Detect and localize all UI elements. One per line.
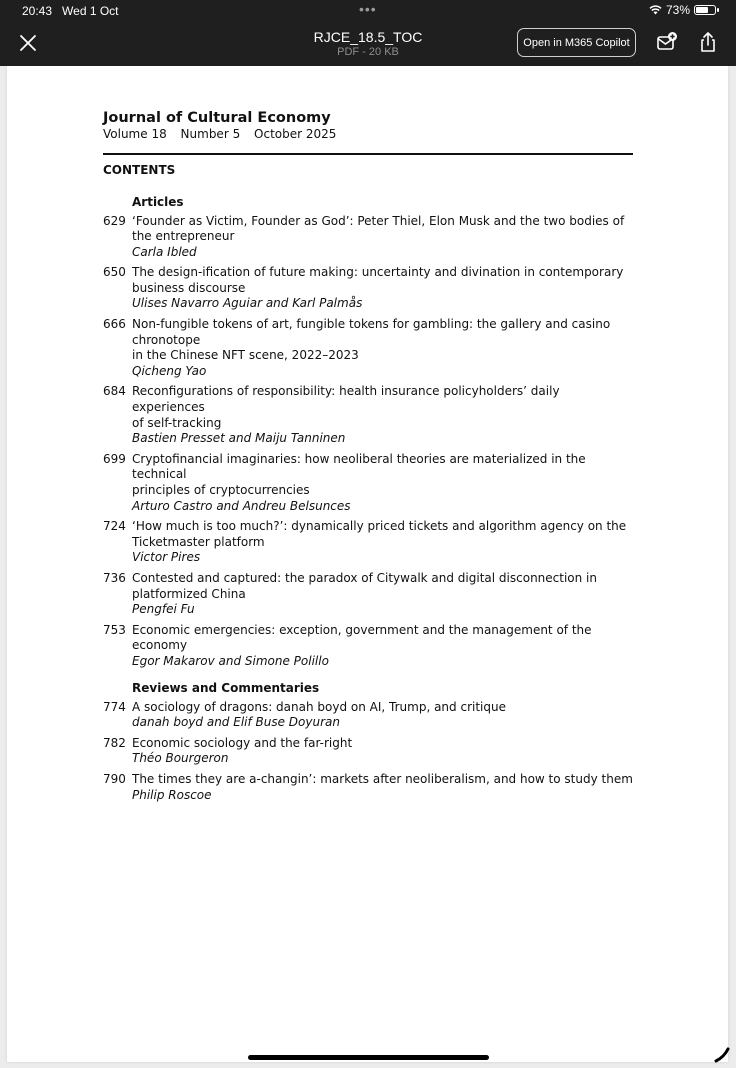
article-title-line: A sociology of dragons: danah boyd on AI, Trump, and critique [132,699,506,714]
toc-entry[interactable] [103,317,633,379]
toc-entry[interactable] [103,265,633,312]
article-authors: Bastien Presset and Maiju Tanninen [132,431,346,446]
clock: 20:43 [22,4,53,18]
document-subtitle: PDF - 20 KB [337,46,399,58]
page-number: 774 [103,699,126,714]
article-authors: Théo Bourgeron [132,751,229,766]
article-authors: Carla Ibled [132,244,197,259]
page-number: 736 [103,570,126,585]
article-title-line: of self-tracking [132,415,222,430]
divider [103,153,633,155]
home-indicator[interactable] [248,1055,489,1060]
toc-entry[interactable] [103,772,633,803]
toc-entry[interactable] [103,452,633,514]
toc-entry[interactable] [103,571,633,618]
article-title-line: business discourse [132,280,246,295]
toc-entry[interactable] [103,384,633,446]
article-title-line: Reconfigurations of responsibility: health insurance policyholders’ daily experiences [132,384,560,415]
article-title-line: Contested and captured: the paradox of Citywalk and digital disconnection in [132,570,597,585]
article-title-line: The design-ification of future making: uncertainty and divination in contemporary [132,265,624,280]
status-time [22,4,119,18]
article-authors: Ulises Navarro Aguiar and Karl Palmås [132,296,363,311]
article-title-line: platformized China [132,586,246,601]
document-title: RJCE_18.5_TOC [313,29,423,45]
volume: Volume 18 [103,127,167,141]
article-authors: Arturo Castro and Andreu Belsunces [132,498,351,513]
article-authors: Egor Makarov and Simone Polillo [132,653,329,668]
toc-entry[interactable] [103,214,633,261]
toc-entry[interactable] [103,700,633,731]
page-number: 650 [103,265,126,280]
mail-add-button[interactable] [656,31,678,53]
section-heading: Reviews and Commentaries [132,680,320,695]
article-title-line: Ticketmaster platform [132,534,265,549]
issue-number: Number 5 [180,127,241,141]
date: Wed 1 Oct [62,4,119,18]
article-authors: Qicheng Yao [132,363,207,378]
page-number: 753 [103,622,126,637]
pdf-page[interactable] [7,66,728,1062]
article-title-line: The times they are a-changin’: markets after neoliberalism, and how to study them [132,771,633,786]
share-button[interactable] [697,31,719,53]
article-title-line: principles of cryptocurrencies [132,483,310,497]
sections [103,194,633,804]
section-heading: Articles [132,194,184,209]
status-indicators [649,3,716,17]
article-authors: danah boyd and Elif Buse Doyuran [132,715,340,730]
wifi-icon [649,5,662,15]
page-number: 699 [103,451,126,466]
contents-heading: CONTENTS [103,162,176,177]
toc-entry[interactable] [103,736,633,767]
more-dots-icon[interactable]: ••• [359,1,377,17]
article-title-line: the entrepreneur [132,229,235,244]
page-number: 790 [103,771,126,786]
mail-add-icon [656,31,678,53]
page-number: 684 [103,384,126,399]
table-of-contents [103,110,633,803]
journal-title: Journal of Cultural Economy [103,110,331,126]
article-title-line: Economic emergencies: exception, government and the management of the economy [132,622,592,653]
issue-date: October 2025 [254,127,337,141]
top-bar [0,0,736,66]
battery-percent: 73% [665,3,690,17]
page-number: 629 [103,213,126,228]
toc-entry[interactable] [103,623,633,670]
page-number: 724 [103,519,126,534]
open-in-copilot-button[interactable]: Open in M365 Copilot [517,28,636,57]
article-title-line: Cryptofinancial imaginaries: how neoliberal theories are materialized in the technical [132,451,586,482]
article-title-line: ‘Founder as Victim, Founder as God’: Peter Thiel, Elon Musk and the two bodies of [132,213,625,228]
article-authors: Pengfei Fu [132,602,195,617]
article-title-line: Economic sociology and the far-right [132,735,353,750]
article-title-line: ‘How much is too much?’: dynamically priced tickets and algorithm agency on the [132,519,627,534]
toc-entry[interactable] [103,519,633,566]
battery-icon [694,5,716,15]
share-icon [697,31,719,53]
markup-pencil-icon[interactable] [712,1044,732,1064]
page-number: 782 [103,735,126,750]
page-number: 666 [103,317,126,332]
article-authors: Philip Roscoe [132,787,212,802]
battery-fill [696,7,708,13]
article-authors: Victor Pires [132,550,201,565]
issue-info [103,127,633,142]
article-title-line: Non-fungible tokens of art, fungible tokens for gambling: the gallery and casino chronotope [132,317,611,347]
article-title-line: in the Chinese NFT scene, 2022–2023 [132,348,359,363]
